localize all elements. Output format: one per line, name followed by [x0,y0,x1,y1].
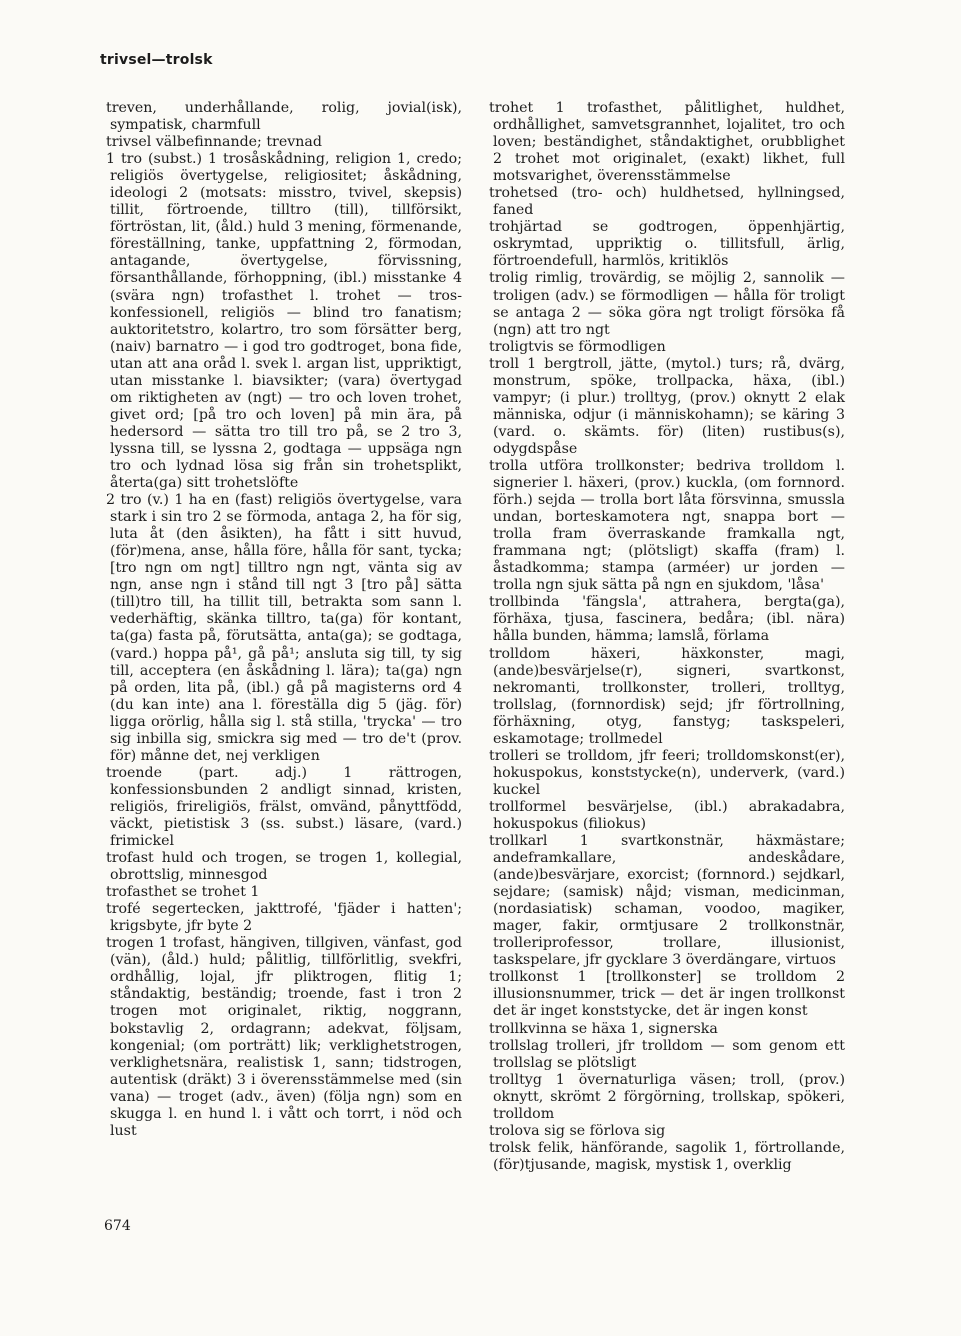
entry: troligtvis se förmodligen [489,338,666,355]
entry: trolig rimlig, trovärdig, se möjlig 2, sannolik — troligen (adv.) se förmodligen — hålla för troligt se antaga 2 — söka göra ngt troligt försöka få (ngn) att tro ngt [489,270,845,338]
entry: trollkarl 1 svartkonstnär, häxmästare; andeframkallare, andeskådare, (ande)besvärjare, exorcist; (fornnord.) sejdkarl, sejdare; (samisk) nåjd; visman, medicinman, (nordasiatisk) schaman, voodoo, magiker, mager, fakir, ormtjusare 2 trollkonstnär, trolleriprofessor, trollare, illusionist, taskspelare, jfr gycklare 3 överdängare, virtuos [489,833,845,969]
entry: trollslag trolleri, jfr trolldom — som genom ett trollslag se plötsligt [489,1037,845,1071]
entry: trohet 1 trofasthet, pålitlighet, huldhet, ordhållighet, samvetsgrannhet, lojalitet, tro och loven; beständighet, ståndaktighet, orubblighet 2 trohet mot originalet, (exakt) likhet, full motsvarighet, överensstämmelse [489,100,845,185]
entry: trohetsed (tro- och) huldhetsed, hyllningsed, faned [489,185,845,219]
entry: trofasthet se trohet 1 [106,884,260,901]
entry: trollkvinna se häxa 1, signerska [489,1020,718,1037]
entry: trollformel besvärjelse, (ibl.) abrakadabra, hokuspokus (filiokus) [489,798,845,832]
entry: troende (part. adj.) 1 rättrogen, konfessionsbunden 2 andligt sinnad, kristen, religiös, frireligiös, frälst, omvänd, pånyttfödd, väckt, pietistisk 3 (ss. subst.) läsare, (vard.) frimickel [106,764,462,850]
entry: trofast huld och trogen, se trogen 1, kollegial, obrottslig, minnesgod [106,850,462,884]
entry: trolsk felik, hänförande, sagolik 1, förtrollande, (för)tjusande, magisk, mystisk 1, overklig [489,1139,845,1173]
entry: trollkonst 1 [trollkonster] se trolldom 2 illusionsnummer, trick — det är ingen trollkonst det är inget konststycke, det är ingen konst [489,969,845,1020]
left-column [106,100,462,1140]
entry: trollbinda 'fängsla', attrahera, bergta(ga), förhäxa, tjusa, fascinera, bedåra; (ibl. nära) hålla bunden, hämma; lamslå, förlama [489,594,845,645]
entry: troll 1 bergtroll, jätte, (mytol.) turs; rå, dvärg, monstrum, spöke, trollpacka, häxa, (ibl.) vampyr; (i plur.) trolltyg, (prov.) oknytt 2 elak människa, odjur (i människohamn); se käring 3 (vard. o. skämts. för) (liten) rustibus(s), odygdspåse [489,355,845,457]
entry: trolldom häxeri, häxkonster, magi, (ande)besvärjelse(r), signeri, svartkonst, nekromanti, trollkonster, trolleri, trolltyg, trollslag, (fornnordisk) sejd; jfr förtrollning, förhäxning, otyg, fanstyg; taskspeleri, eskamotage; trollmedel [489,645,845,747]
entry: trolltyg 1 övernaturliga väsen; troll, (prov.) oknytt, skrömt 2 förgörning, trollskap, spökeri, trolldom [489,1071,845,1122]
entry: trolova sig se förlova sig [489,1122,666,1139]
entry: trivsel välbefinnande; trevnad [106,134,322,151]
entry: trofé segertecken, jakttrofé, 'fjäder i hatten'; krigsbyte, jfr byte 2 [106,901,462,935]
entry: trohjärtad se godtrogen, öppenhjärtig, oskrymtad, uppriktig o. tillitsfull, ärlig, förtroendefull, harmlös, kritiklös [489,219,845,270]
entry: 2 tro (v.) 1 ha en (fast) religiös övertygelse, vara stark i sin tro 2 se förmoda, antaga 2, ha för sig, luta åt (den åsikten), ha fått i sitt huvud, (för)mena, anse, hålla före, hålla för sant, tycka; [tro ngn om ngt] tilltro ngn ngt, vänta sig av ngn, anse ngn i stånd till ngt 3 [tro på] sätta (till)tro till, ha tillit till, betrakta som sann l. vederhäftig, skänka tilltro, ta(ga) för kontant, ta(ga) fasta på, förutsätta, anta(ga); se godtaga, (vard.) hoppa på¹, gå på¹; ansluta sig till, ty sig till, acceptera (en åskådning l. lära); ta(ga) ngn på orden, lita på, (ibl.) gå på magisterns ord 4 (du kan inte) ana l. föreställa dig 5 (jäg. för) ligga orörlig, hålla sig l. stå stilla, 'trycka' — tro sig inbilla sig, smickra sig med — tro de't (prov. för) månne det, nej verkligen [106,492,462,764]
entry: trogen 1 trofast, hängiven, tillgiven, vänfast, god (vän), (åld.) huld; pålitlig, tillförlitlig, svekfri, ordhållig, lojal, jfr pliktrogen, flitig 1; ståndaktig, beständig; troende, fast i tron 2 trogen mot originalet, riktig, noggrann, bokstavlig 2, ordagrann; adekvat, följsam, kongenial; (om porträtt) lik; verklighetstrogen, verklighetsnära, realistisk 1, sann; tidstrogen, autentisk (dräkt) 3 i överensstämmelse med (sin vana) — troget (adv., även) (följa ngn) som en skugga l. en hund l. i vått och torrt, i nöd och lust [106,935,462,1139]
entry: trolleri se trolldom, jfr feeri; trolldomskonst(er), hokuspokus, konststycke(n), underverk, (vard.) kuckel [489,747,845,798]
entry: 1 tro (subst.) 1 trosåskådning, religion 1, credo; religiös övertygelse, religiositet; åskådning, ideologi 2 (motsats: misstro, tvivel, skepsis) tillit, förtroende, tilltro (till), tillförsikt, förtröstan, lit, (åld.) huld 3 mening, förmenande, föreställning, tanke, uppfattning 2, förmodan, antagande, övertygelse, förvissning, försanthållande, förhoppning, (ibl.) misstanke 4 (svära ngn) trofasthet l. trohet — tros- konfessionell, religiös — blind tro fanatism; auktoritetstro, kolartro, tro som försätter berg, (naiv) barnatro — i god tro godtroget, bona fide, utan att ana oråd l. svek l. argan list, uppriktigt, utan misstanke l. biavsikter; (vara) övertygad om riktigheten av (ngt) — tro och loven trohet, givet ord; [på tro och loven] på min ära, på hedersord — sätta tro till tro på, se 2 tro 3, lyssna till, se lyssna 2, godtaga — uppsäga ngn tro och lydnad lösa sig från sin trohetsplikt, återta(ga) sitt trohetslöfte [106,151,462,492]
running-head: trivsel—trolsk [100,52,213,68]
page-number: 674 [104,1218,131,1234]
entry: treven, underhållande, rolig, jovial(isk), sympatisk, charmfull [106,100,462,134]
entry: trolla utföra trollkonster; bedriva trolldom l. signerier l. häxeri, (prov.) kuckla, (om fornnord. förh.) sejda — trolla bort låta försvinna, smussla undan, borteskamotera ngt, snappa bort — trolla fram överraskande framkalla ngt, frammana ngt; (plötsligt) skaffa (fram) l. åstadkomma; stampa (arméer) ur jorden — trolla ngn sjuk sätta på ngn en sjukdom, 'låsa' [489,457,845,594]
right-column [489,100,845,1174]
